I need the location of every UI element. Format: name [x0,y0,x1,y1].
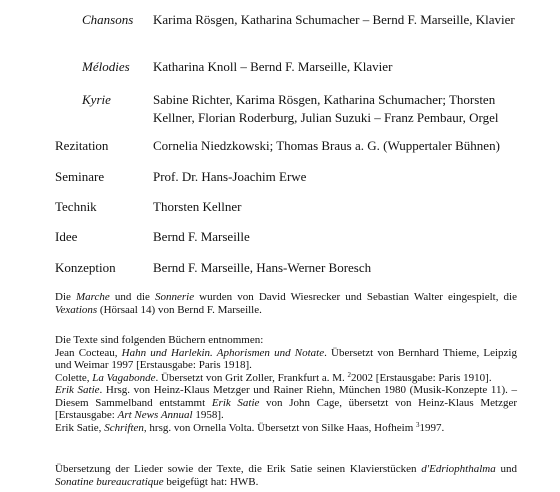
credit-value: Bernd F. Marseille, Hans-Werner Boresch [153,260,372,275]
sources-intro: Die Texte sind folgenden Büchern entnommen: [55,334,264,346]
credit-label: Kyrie [82,92,111,107]
credit-label: Idee [55,229,78,244]
credit-value: Sabine Richter, Karima Rösgen, Katharina Schumacher; Thorsten Kellner, Florian Roderburg, Julian Suzuki – Franz Pembaur, Orgel [153,92,499,125]
credit-label: Technik [55,199,97,214]
source-satie-schriften: Erik Satie, Schriften, hrsg. von Ornella Volta. Übersetzt von Silke Haas, Hofheim $^3$1997. [55,420,445,434]
title-vexations: Vexations [55,303,98,316]
translation-note: Übersetzung der Lieder sowie der Texte, die Erik Satie seinen Klavierstücken d'Edriophthalma und Sonatine bureaucratique beigefügt hat: HWB. [55,463,517,488]
title-sonnerie: Sonnerie [154,291,195,303]
credit-value: Thorsten Kellner [153,199,242,214]
credit-label: Rezitation [55,138,109,153]
recording-note: Die Marche und die Sonnerie wurden von David Wiesrecker und Sebastian Walter eingespielt, die Vexations (Hörsaal 14) von Bernd F. Marseille. [55,291,517,316]
credit-value: Cornelia Niedzkowski; Thomas Braus a. G. (Wuppertaler Bühnen) [153,138,500,153]
source-cocteau: Jean Cocteau, Hahn und Harlekin. Aphorismen und Notate. Übersetzt von Bernhard Thieme, Leipzig und Weimar 1997 [Erstausgabe: Paris 1918]. [55,346,517,371]
credit-label: Chansons [82,12,134,27]
source-satie-metzger: Erik Satie. Hrsg. von Heinz-Klaus Metzger und Rainer Riehn, München 1980 (Musik-Konzepte 11). – Diesem Sammelband entstammt Erik Satie von John Cage, übersetzt von Heinz-Klaus Metzger [Erstausgabe: Art News Annual 1958]. [55,384,518,421]
credit-value: Karima Rösgen, Katharina Schumacher – Bernd F. Marseille, Klavier [153,12,515,27]
credit-value: Katharina Knoll – Bernd F. Marseille, Klavier [153,59,393,74]
credit-label: Seminare [55,169,105,184]
credit-label: Konzeption [55,260,116,275]
credit-value: Bernd F. Marseille [153,229,250,244]
credit-label: Mélodies [82,59,130,74]
credit-value: Prof. Dr. Hans-Joachim Erwe [153,169,307,184]
title-marche: Marche [75,291,110,303]
source-colette: Colette, La Vagabonde. Übersetzt von Grit Zoller, Frankfurt a. M. $^2$2002 [Erstausgabe: Paris 1910]. [55,370,492,384]
sources-block [55,334,517,434]
